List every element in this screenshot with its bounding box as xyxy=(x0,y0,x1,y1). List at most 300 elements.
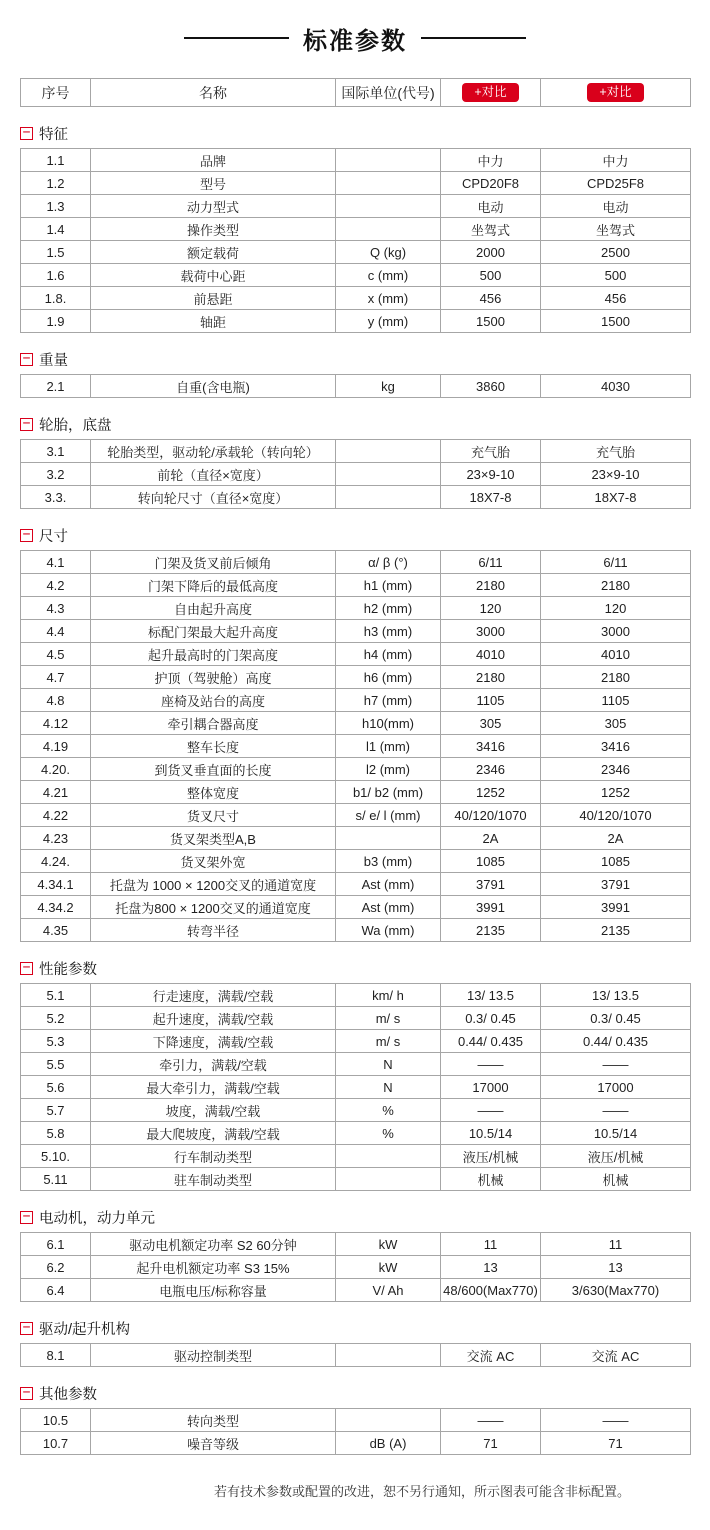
unit-cell: Ast (mm) xyxy=(336,896,441,919)
value-model1-cell: 交流 AC xyxy=(441,1344,541,1367)
value-model2-cell: 13 xyxy=(541,1256,691,1279)
value-model2-cell: 液压/机械 xyxy=(541,1145,691,1168)
table-row xyxy=(21,827,691,850)
section-title: 其他参数 xyxy=(39,1387,97,1403)
col-header-model2 xyxy=(541,79,691,107)
table-row xyxy=(21,689,691,712)
value-model2-cell: 1252 xyxy=(541,781,691,804)
table-row xyxy=(21,1053,691,1076)
unit-cell: h6 (mm) xyxy=(336,666,441,689)
value-model1-cell: 120 xyxy=(441,597,541,620)
table-row xyxy=(21,486,691,509)
section-title: 性能参数 xyxy=(39,962,97,978)
row-number-cell: 1.4 xyxy=(21,218,91,241)
param-name-cell: 型号 xyxy=(91,172,336,195)
table-row xyxy=(21,551,691,574)
value-model1-cell: 13/ 13.5 xyxy=(441,984,541,1007)
row-number-cell: 5.11 xyxy=(21,1168,91,1191)
row-number-cell: 4.7 xyxy=(21,666,91,689)
table-row xyxy=(21,1233,691,1256)
param-name-cell: 驻车制动类型 xyxy=(91,1168,336,1191)
unit-cell xyxy=(336,195,441,218)
table-row xyxy=(21,597,691,620)
row-number-cell: 5.1 xyxy=(21,984,91,1007)
param-name-cell: 坡度，满载/空载 xyxy=(91,1099,336,1122)
param-name-cell: 额定载荷 xyxy=(91,241,336,264)
value-model2-cell: 2180 xyxy=(541,666,691,689)
value-model2-cell: 3416 xyxy=(541,735,691,758)
collapse-minus-icon[interactable]: − xyxy=(20,1211,33,1224)
value-model1-cell: 71 xyxy=(441,1432,541,1455)
value-model1-cell: 坐驾式 xyxy=(441,218,541,241)
unit-cell: c (mm) xyxy=(336,264,441,287)
row-number-cell: 1.6 xyxy=(21,264,91,287)
param-name-cell: 到货叉垂直面的长度 xyxy=(91,758,336,781)
unit-cell: Q (kg) xyxy=(336,241,441,264)
value-model2-cell: 坐驾式 xyxy=(541,218,691,241)
row-number-cell: 6.4 xyxy=(21,1279,91,1302)
unit-cell: h7 (mm) xyxy=(336,689,441,712)
table-row xyxy=(21,1279,691,1302)
param-name-cell: 电瓶电压/标称容量 xyxy=(91,1279,336,1302)
row-number-cell: 5.10. xyxy=(21,1145,91,1168)
param-name-cell: 托盘为800 × 1200交叉的通道宽度 xyxy=(91,896,336,919)
value-model1-cell: 2180 xyxy=(441,666,541,689)
spec-section xyxy=(20,527,690,942)
param-name-cell: 动力型式 xyxy=(91,195,336,218)
unit-cell: N xyxy=(336,1076,441,1099)
param-name-cell: 货叉架类型A,B xyxy=(91,827,336,850)
unit-cell: dB (A) xyxy=(336,1432,441,1455)
column-header-table xyxy=(20,78,691,107)
row-number-cell: 4.8 xyxy=(21,689,91,712)
value-model2-cell: 500 xyxy=(541,264,691,287)
unit-cell xyxy=(336,149,441,172)
table-row xyxy=(21,1409,691,1432)
value-model2-cell: —— xyxy=(541,1053,691,1076)
value-model1-cell: 11 xyxy=(441,1233,541,1256)
value-model2-cell: 机械 xyxy=(541,1168,691,1191)
param-name-cell: 操作类型 xyxy=(91,218,336,241)
param-name-cell: 牵引力，满载/空载 xyxy=(91,1053,336,1076)
unit-cell: α/ β (°) xyxy=(336,551,441,574)
row-number-cell: 4.35 xyxy=(21,919,91,942)
value-model1-cell: 23×9-10 xyxy=(441,463,541,486)
unit-cell xyxy=(336,440,441,463)
param-name-cell: 下降速度，满载/空载 xyxy=(91,1030,336,1053)
param-name-cell: 驱动电机额定功率 S2 60分钟 xyxy=(91,1233,336,1256)
unit-cell: kW xyxy=(336,1256,441,1279)
spec-table xyxy=(20,1343,691,1367)
param-name-cell: 整体宽度 xyxy=(91,781,336,804)
value-model1-cell: 2346 xyxy=(441,758,541,781)
table-row xyxy=(21,310,691,333)
value-model1-cell: 0.3/ 0.45 xyxy=(441,1007,541,1030)
value-model1-cell: 305 xyxy=(441,712,541,735)
value-model2-cell: 4010 xyxy=(541,643,691,666)
col-header-no: 序号 xyxy=(21,79,91,107)
unit-cell xyxy=(336,486,441,509)
spec-table xyxy=(20,983,691,1191)
param-name-cell: 载荷中心距 xyxy=(91,264,336,287)
table-row xyxy=(21,1122,691,1145)
col-header-model1 xyxy=(441,79,541,107)
value-model2-cell: 充气胎 xyxy=(541,440,691,463)
unit-cell: s/ e/ l (mm) xyxy=(336,804,441,827)
section-header xyxy=(20,527,690,544)
section-title: 重量 xyxy=(39,353,68,369)
value-model2-cell: 40/120/1070 xyxy=(541,804,691,827)
param-name-cell: 整车长度 xyxy=(91,735,336,758)
value-model2-cell: 交流 AC xyxy=(541,1344,691,1367)
table-row xyxy=(21,712,691,735)
param-name-cell: 行车制动类型 xyxy=(91,1145,336,1168)
table-row xyxy=(21,218,691,241)
value-model2-cell: CPD25F8 xyxy=(541,172,691,195)
row-number-cell: 4.5 xyxy=(21,643,91,666)
collapse-minus-icon[interactable]: − xyxy=(20,127,33,140)
param-name-cell: 驱动控制类型 xyxy=(91,1344,336,1367)
value-model1-cell: 1105 xyxy=(441,689,541,712)
unit-cell: N xyxy=(336,1053,441,1076)
table-row xyxy=(21,241,691,264)
table-row xyxy=(21,873,691,896)
param-name-cell: 最大爬坡度，满载/空载 xyxy=(91,1122,336,1145)
section-title: 电动机，动力单元 xyxy=(39,1211,155,1227)
row-number-cell: 5.5 xyxy=(21,1053,91,1076)
value-model1-cell: 18X7-8 xyxy=(441,486,541,509)
row-number-cell: 4.19 xyxy=(21,735,91,758)
unit-cell xyxy=(336,1168,441,1191)
spec-table xyxy=(20,148,691,333)
page-title-row xyxy=(20,22,690,54)
unit-cell: km/ h xyxy=(336,984,441,1007)
value-model1-cell: 1085 xyxy=(441,850,541,873)
param-name-cell: 前悬距 xyxy=(91,287,336,310)
row-number-cell: 4.34.2 xyxy=(21,896,91,919)
section-title: 特征 xyxy=(39,127,68,143)
value-model2-cell: —— xyxy=(541,1409,691,1432)
value-model1-cell: —— xyxy=(441,1409,541,1432)
value-model1-cell: —— xyxy=(441,1053,541,1076)
table-row xyxy=(21,758,691,781)
value-model2-cell: 0.44/ 0.435 xyxy=(541,1030,691,1053)
footer-note: 若有技术参数或配置的改进，恕不另行通知，所示图表可能含非标配置。 xyxy=(213,1484,630,1499)
collapse-minus-icon[interactable]: − xyxy=(20,418,33,431)
table-row xyxy=(21,1076,691,1099)
param-name-cell: 行走速度，满载/空载 xyxy=(91,984,336,1007)
value-model2-cell: 3991 xyxy=(541,896,691,919)
value-model2-cell: 120 xyxy=(541,597,691,620)
param-name-cell: 自由起升高度 xyxy=(91,597,336,620)
value-model1-cell: 0.44/ 0.435 xyxy=(441,1030,541,1053)
unit-cell xyxy=(336,827,441,850)
param-name-cell: 起升速度，满载/空载 xyxy=(91,1007,336,1030)
param-name-cell: 货叉架外宽 xyxy=(91,850,336,873)
value-model1-cell: 13 xyxy=(441,1256,541,1279)
section-header xyxy=(20,351,690,368)
table-row xyxy=(21,620,691,643)
table-row xyxy=(21,287,691,310)
row-number-cell: 5.2 xyxy=(21,1007,91,1030)
value-model2-cell: 17000 xyxy=(541,1076,691,1099)
value-model1-cell: 液压/机械 xyxy=(441,1145,541,1168)
unit-cell: h1 (mm) xyxy=(336,574,441,597)
value-model1-cell: 电动 xyxy=(441,195,541,218)
collapse-minus-icon[interactable]: − xyxy=(20,962,33,975)
row-number-cell: 3.2 xyxy=(21,463,91,486)
unit-cell xyxy=(336,218,441,241)
value-model1-cell: 2A xyxy=(441,827,541,850)
value-model1-cell: 1500 xyxy=(441,310,541,333)
param-name-cell: 托盘为 1000 × 1200交叉的通道宽度 xyxy=(91,873,336,896)
section-header xyxy=(20,1385,690,1402)
value-model1-cell: 10.5/14 xyxy=(441,1122,541,1145)
value-model2-cell: 18X7-8 xyxy=(541,486,691,509)
collapse-minus-icon[interactable]: − xyxy=(20,353,33,366)
spec-table xyxy=(20,374,691,398)
value-model2-cell: 4030 xyxy=(541,375,691,398)
unit-cell: b1/ b2 (mm) xyxy=(336,781,441,804)
row-number-cell: 8.1 xyxy=(21,1344,91,1367)
value-model1-cell: CPD20F8 xyxy=(441,172,541,195)
row-number-cell: 6.1 xyxy=(21,1233,91,1256)
unit-cell: l2 (mm) xyxy=(336,758,441,781)
spec-table xyxy=(20,439,691,509)
param-name-cell: 转弯半径 xyxy=(91,919,336,942)
param-name-cell: 前轮（直径×宽度） xyxy=(91,463,336,486)
col-header-unit: 国际单位(代号) xyxy=(336,79,441,107)
page-title: 标准参数 xyxy=(303,27,407,55)
table-row xyxy=(21,1007,691,1030)
unit-cell: kg xyxy=(336,375,441,398)
table-row xyxy=(21,1099,691,1122)
table-row xyxy=(21,1030,691,1053)
row-number-cell: 10.7 xyxy=(21,1432,91,1455)
collapse-minus-icon[interactable]: − xyxy=(20,1387,33,1400)
row-number-cell: 5.6 xyxy=(21,1076,91,1099)
table-row xyxy=(21,375,691,398)
section-header xyxy=(20,1209,690,1226)
value-model2-cell: 中力 xyxy=(541,149,691,172)
row-number-cell: 5.7 xyxy=(21,1099,91,1122)
unit-cell: y (mm) xyxy=(336,310,441,333)
table-row xyxy=(21,666,691,689)
row-number-cell: 4.4 xyxy=(21,620,91,643)
param-name-cell: 起升电机额定功率 S3 15% xyxy=(91,1256,336,1279)
table-row xyxy=(21,1432,691,1455)
row-number-cell: 4.22 xyxy=(21,804,91,827)
value-model2-cell: 23×9-10 xyxy=(541,463,691,486)
unit-cell: V/ Ah xyxy=(336,1279,441,1302)
unit-cell: h3 (mm) xyxy=(336,620,441,643)
row-number-cell: 3.1 xyxy=(21,440,91,463)
unit-cell: l1 (mm) xyxy=(336,735,441,758)
param-name-cell: 转向轮尺寸（直径×宽度） xyxy=(91,486,336,509)
table-row xyxy=(21,919,691,942)
value-model2-cell: 6/11 xyxy=(541,551,691,574)
table-row xyxy=(21,574,691,597)
row-number-cell: 1.1 xyxy=(21,149,91,172)
value-model1-cell: —— xyxy=(441,1099,541,1122)
param-name-cell: 起升最高时的门架高度 xyxy=(91,643,336,666)
value-model2-cell: 1105 xyxy=(541,689,691,712)
section-header xyxy=(20,960,690,977)
row-number-cell: 1.3 xyxy=(21,195,91,218)
value-model1-cell: 500 xyxy=(441,264,541,287)
value-model1-cell: 456 xyxy=(441,287,541,310)
row-number-cell: 4.3 xyxy=(21,597,91,620)
spec-section xyxy=(20,416,690,509)
row-number-cell: 4.34.1 xyxy=(21,873,91,896)
table-row xyxy=(21,149,691,172)
value-model1-cell: 2180 xyxy=(441,574,541,597)
param-name-cell: 转向类型 xyxy=(91,1409,336,1432)
row-number-cell: 2.1 xyxy=(21,375,91,398)
value-model1-cell: 6/11 xyxy=(441,551,541,574)
value-model2-cell: —— xyxy=(541,1099,691,1122)
row-number-cell: 1.8. xyxy=(21,287,91,310)
table-row xyxy=(21,735,691,758)
unit-cell: h10(mm) xyxy=(336,712,441,735)
unit-cell xyxy=(336,172,441,195)
param-name-cell: 品牌 xyxy=(91,149,336,172)
unit-cell: Ast (mm) xyxy=(336,873,441,896)
spec-section xyxy=(20,960,690,1191)
spec-section xyxy=(20,351,690,398)
value-model1-cell: 3860 xyxy=(441,375,541,398)
value-model2-cell: 71 xyxy=(541,1432,691,1455)
value-model2-cell: 3791 xyxy=(541,873,691,896)
table-row xyxy=(21,1168,691,1191)
unit-cell: m/ s xyxy=(336,1030,441,1053)
unit-cell: % xyxy=(336,1122,441,1145)
table-row xyxy=(21,1145,691,1168)
row-number-cell: 4.12 xyxy=(21,712,91,735)
collapse-minus-icon[interactable]: − xyxy=(20,529,33,542)
value-model1-cell: 机械 xyxy=(441,1168,541,1191)
unit-cell xyxy=(336,1409,441,1432)
table-row xyxy=(21,440,691,463)
row-number-cell: 4.23 xyxy=(21,827,91,850)
value-model2-cell: 2346 xyxy=(541,758,691,781)
table-row xyxy=(21,195,691,218)
section-title: 轮胎，底盘 xyxy=(39,418,112,434)
value-model1-cell: 40/120/1070 xyxy=(441,804,541,827)
section-header xyxy=(20,125,690,142)
collapse-minus-icon[interactable]: − xyxy=(20,1322,33,1335)
value-model2-cell: 2135 xyxy=(541,919,691,942)
row-number-cell: 4.21 xyxy=(21,781,91,804)
value-model2-cell: 0.3/ 0.45 xyxy=(541,1007,691,1030)
row-number-cell: 10.5 xyxy=(21,1409,91,1432)
value-model1-cell: 2135 xyxy=(441,919,541,942)
section-header xyxy=(20,1320,690,1337)
value-model2-cell: 3/630(Max770) xyxy=(541,1279,691,1302)
col-header-name: 名称 xyxy=(91,79,336,107)
param-name-cell: 标配门架最大起升高度 xyxy=(91,620,336,643)
table-row xyxy=(21,850,691,873)
spec-section xyxy=(20,1385,690,1455)
value-model2-cell: 2A xyxy=(541,827,691,850)
table-row xyxy=(21,172,691,195)
row-number-cell: 5.8 xyxy=(21,1122,91,1145)
unit-cell: h4 (mm) xyxy=(336,643,441,666)
row-number-cell: 1.5 xyxy=(21,241,91,264)
compare-button-model1[interactable]: +对比 xyxy=(462,83,518,102)
param-name-cell: 货叉尺寸 xyxy=(91,804,336,827)
value-model2-cell: 2180 xyxy=(541,574,691,597)
param-name-cell: 座椅及站台的高度 xyxy=(91,689,336,712)
section-title: 尺寸 xyxy=(39,529,68,545)
unit-cell: h2 (mm) xyxy=(336,597,441,620)
table-row xyxy=(21,643,691,666)
value-model1-cell: 中力 xyxy=(441,149,541,172)
table-row xyxy=(21,896,691,919)
value-model1-cell: 3791 xyxy=(441,873,541,896)
value-model2-cell: 456 xyxy=(541,287,691,310)
table-row xyxy=(21,804,691,827)
value-model1-cell: 3991 xyxy=(441,896,541,919)
param-name-cell: 自重(含电瓶) xyxy=(91,375,336,398)
param-name-cell: 牵引耦合器高度 xyxy=(91,712,336,735)
row-number-cell: 4.1 xyxy=(21,551,91,574)
unit-cell xyxy=(336,463,441,486)
table-row xyxy=(21,984,691,1007)
value-model2-cell: 11 xyxy=(541,1233,691,1256)
section-title: 驱动/起升机构 xyxy=(39,1322,131,1338)
param-name-cell: 护顶（驾驶舱）高度 xyxy=(91,666,336,689)
unit-cell xyxy=(336,1344,441,1367)
value-model1-cell: 48/600(Max770) xyxy=(441,1279,541,1302)
value-model1-cell: 3416 xyxy=(441,735,541,758)
unit-cell: x (mm) xyxy=(336,287,441,310)
unit-cell: Wa (mm) xyxy=(336,919,441,942)
value-model2-cell: 13/ 13.5 xyxy=(541,984,691,1007)
spec-section xyxy=(20,1320,690,1367)
row-number-cell: 4.2 xyxy=(21,574,91,597)
table-row xyxy=(21,264,691,287)
value-model2-cell: 10.5/14 xyxy=(541,1122,691,1145)
title-line-right xyxy=(421,37,526,39)
table-row xyxy=(21,1344,691,1367)
table-row xyxy=(21,463,691,486)
unit-cell: % xyxy=(336,1099,441,1122)
param-name-cell: 门架下降后的最低高度 xyxy=(91,574,336,597)
value-model1-cell: 4010 xyxy=(441,643,541,666)
row-number-cell: 1.2 xyxy=(21,172,91,195)
table-row xyxy=(21,1256,691,1279)
unit-cell: m/ s xyxy=(336,1007,441,1030)
row-number-cell: 4.20. xyxy=(21,758,91,781)
value-model2-cell: 305 xyxy=(541,712,691,735)
spec-section xyxy=(20,125,690,333)
row-number-cell: 3.3. xyxy=(21,486,91,509)
sections-container xyxy=(20,125,690,1455)
value-model1-cell: 3000 xyxy=(441,620,541,643)
spec-section xyxy=(20,1209,690,1302)
spec-table xyxy=(20,1408,691,1455)
spec-table xyxy=(20,1232,691,1302)
value-model1-cell: 17000 xyxy=(441,1076,541,1099)
value-model2-cell: 2500 xyxy=(541,241,691,264)
unit-cell: b3 (mm) xyxy=(336,850,441,873)
spec-table xyxy=(20,550,691,942)
column-header-row xyxy=(21,79,691,107)
value-model2-cell: 1085 xyxy=(541,850,691,873)
row-number-cell: 5.3 xyxy=(21,1030,91,1053)
compare-button-model2[interactable]: +对比 xyxy=(587,83,643,102)
